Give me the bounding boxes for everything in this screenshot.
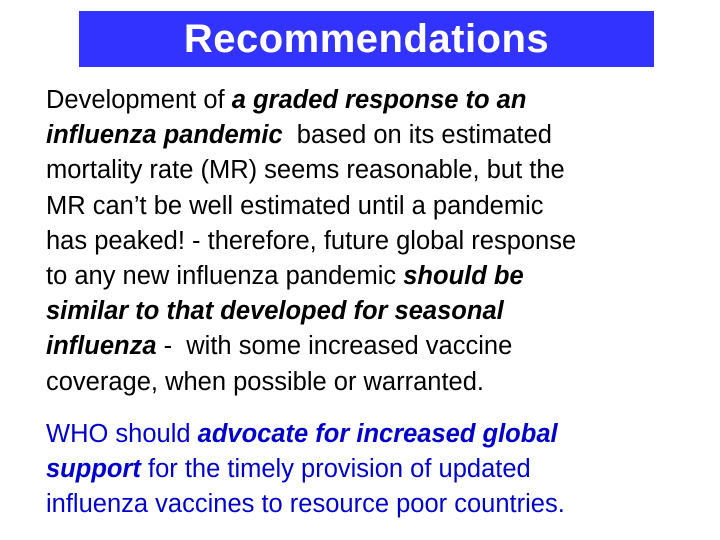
paragraph-1-line-6 xyxy=(46,259,686,294)
emphasis-run: support xyxy=(46,455,141,484)
paragraph-1-line-4: MR can’t be well estimated until a pandemic xyxy=(46,191,544,220)
emphasis-run: advocate for increased global xyxy=(197,420,558,448)
emphasis-run: influenza xyxy=(46,332,157,361)
recommendation-paragraph-1 xyxy=(46,83,686,400)
emphasis-run: influenza pandemic xyxy=(46,121,283,150)
paragraph-2-line-1 xyxy=(46,417,686,452)
paragraph-1-line-9: coverage, when possible or warranted. xyxy=(46,367,484,396)
emphasis-run: should be xyxy=(403,262,524,291)
text-run: - with some increased vaccine xyxy=(156,332,513,361)
text-run: for the timely provision of updated xyxy=(140,455,531,484)
paragraph-1-line-3: mortality rate (MR) seems reasonable, but the xyxy=(46,156,565,185)
text-run: Development of xyxy=(46,86,232,114)
emphasis-run: a graded response to an xyxy=(231,86,527,114)
text-run: based on its estimated xyxy=(282,121,552,150)
text-run: to any new influenza pandemic xyxy=(46,262,404,291)
paragraph-1-line-8 xyxy=(46,329,686,364)
paragraph-1-line-7: similar to that developed for seasonal xyxy=(46,297,504,326)
paragraph-1-line-2 xyxy=(46,118,686,153)
text-run: WHO should xyxy=(46,420,198,448)
recommendation-paragraph-2 xyxy=(46,417,686,523)
slide-title: Recommendations xyxy=(183,17,550,61)
paragraph-1-line-1 xyxy=(46,83,686,118)
paragraph-2-line-2 xyxy=(46,452,686,487)
paragraph-1-line-5: has peaked! - therefore, future global response xyxy=(46,226,577,255)
title-banner xyxy=(79,11,654,67)
paragraph-2-line-3: influenza vaccines to resource poor countries. xyxy=(46,490,565,519)
